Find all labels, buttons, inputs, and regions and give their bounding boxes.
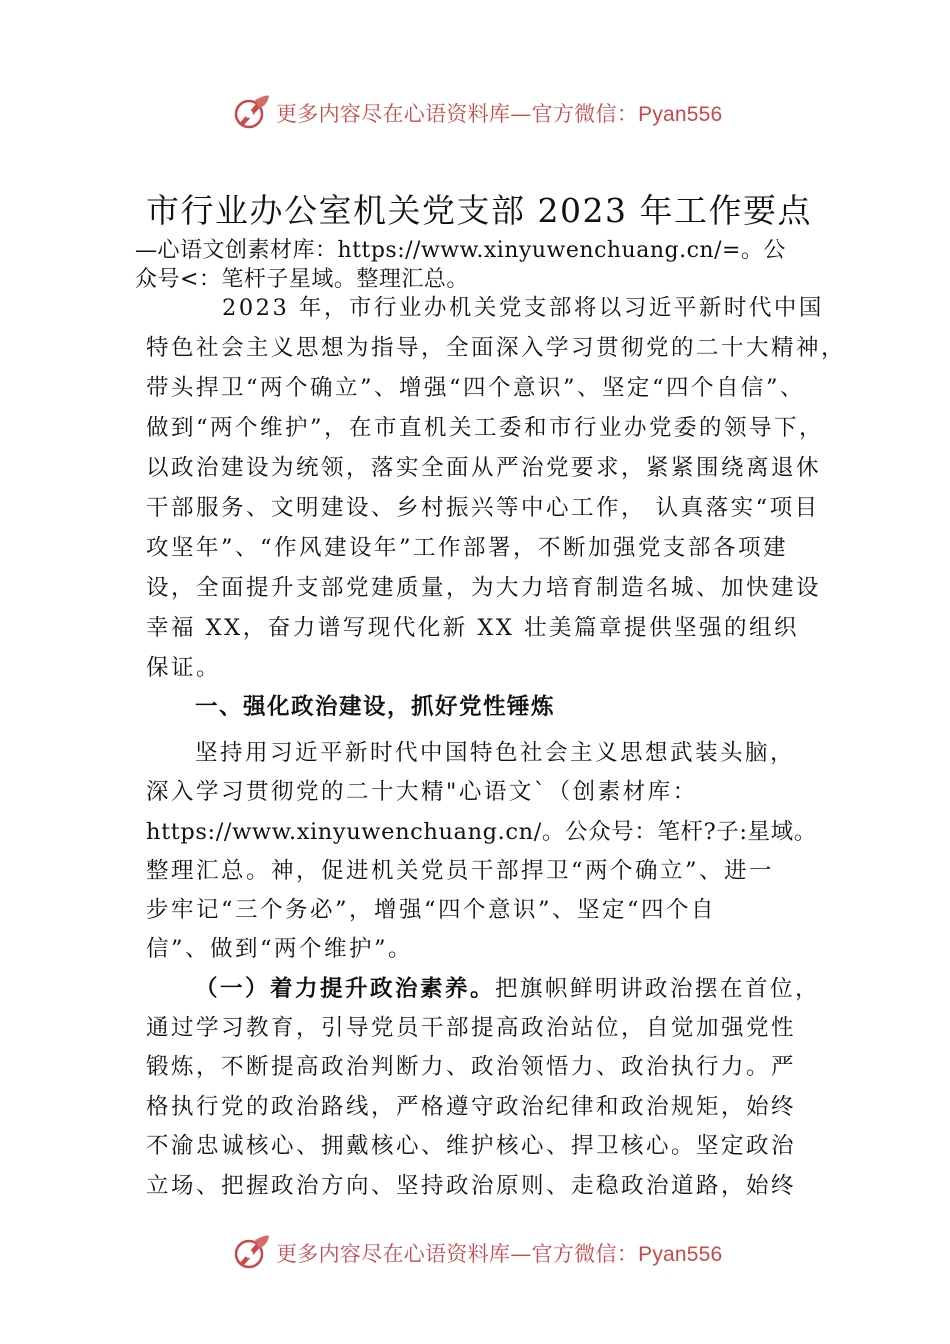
- watermark-wechat-id: Pyan556: [638, 1243, 723, 1266]
- section-1-line: 坚持用习近平新时代中国特色社会主义思想武装头脑，: [195, 740, 796, 766]
- subsection-1-line: 立场、把握政治方向、坚持政治原则、走稳政治道路，始终: [146, 1173, 797, 1199]
- subsection-1-first-rest: 把旗帜鲜明讲政治摆在首位，: [495, 976, 821, 1002]
- source-line-2: 众号<：笔杆子星域。整理汇总。: [135, 267, 469, 292]
- document-title: 市行业办公室机关党支部 2023 年工作要点: [146, 191, 812, 230]
- watermark-wechat-label: 官方微信：: [531, 1242, 639, 1266]
- watermark-main: 更多内容尽在心语资料库: [276, 102, 511, 126]
- source-line-1: —心语文创素材库：https://www.xinyuwenchuang.cn/=。公: [135, 238, 786, 263]
- footer-watermark-banner: [0, 1228, 950, 1278]
- subsection-1-label: （一）着力提升政治素养。: [195, 976, 496, 1002]
- section-heading-1: 一、强化政治建设，抓好党性锤炼: [195, 694, 556, 720]
- subsection-1-line: 不渝忠诚核心、拥戴核心、维护核心、捍卫核心。坚定政治: [146, 1133, 797, 1159]
- section-1-line: 整理汇总。神，促进机关党员干部捍卫“两个确立”、进一: [146, 858, 775, 884]
- watermark-separator: —: [510, 102, 532, 126]
- watermark-wechat-label: 官方微信：: [531, 102, 639, 126]
- intro-line: 带头捍卫“两个确立”、增强“四个意识”、坚定“四个自信”、: [146, 375, 806, 401]
- section-1-line: 步牢记“三个务必”，增强“四个意识”、坚定“四个自: [146, 897, 717, 923]
- header-watermark-banner: [0, 88, 950, 138]
- watermark-text: [276, 1238, 722, 1268]
- subsection-1-line: 通过学习教育，引导党员干部提高政治站位，自觉加强党性: [146, 1015, 797, 1041]
- watermark-wechat-id: Pyan556: [638, 103, 723, 126]
- intro-line: 2023 年，市行业办机关党支部将以习近平新时代中国: [222, 295, 824, 321]
- intro-line: 干部服务、文明建设、乡村振兴等中心工作， 认真落实“项目: [146, 495, 820, 521]
- watermark-main: 更多内容尽在心语资料库: [276, 1242, 511, 1266]
- watermark-text: [276, 98, 722, 128]
- intro-line: 以政治建设为统领，落实全面从严治党要求，紧紧围绕离退休: [146, 455, 822, 481]
- section-1-line: 信”、做到“两个维护”。: [146, 936, 414, 962]
- intro-line: 做到“两个维护”，在市直机关工委和市行业办党委的领导下，: [146, 415, 825, 441]
- section-1-line: 深入学习贯彻党的二十大精"心语文`（创素材库：: [146, 779, 698, 805]
- quill-logo-icon: [231, 1232, 271, 1272]
- intro-line: 特色社会主义思想为指导，全面深入学习贯彻党的二十大精神，: [146, 335, 847, 361]
- intro-line: 幸福 XX，奋力谱写现代化新 XX 壮美篇章提供坚强的组织: [146, 615, 800, 641]
- intro-line: 攻坚年”、“作风建设年”工作部署，不断加强党支部各项建: [146, 535, 789, 561]
- section-1-line: https://www.xinyuwenchuang.cn/。公众号：笔杆?子:星域。: [146, 819, 817, 845]
- subsection-1-line: 格执行党的政治路线，严格遵守政治纪律和政治规矩，始终: [146, 1094, 797, 1120]
- intro-line: 保证。: [146, 655, 222, 681]
- watermark-separator: —: [510, 1242, 532, 1266]
- quill-logo-icon: [231, 92, 271, 132]
- subsection-1-first-line: [195, 971, 820, 1003]
- intro-line: 设，全面提升支部党建质量，为大力培育制造名城、加快建设: [146, 575, 822, 601]
- subsection-1-line: 锻炼，不断提高政治判断力、政治领悟力、政治执行力。严: [146, 1054, 797, 1080]
